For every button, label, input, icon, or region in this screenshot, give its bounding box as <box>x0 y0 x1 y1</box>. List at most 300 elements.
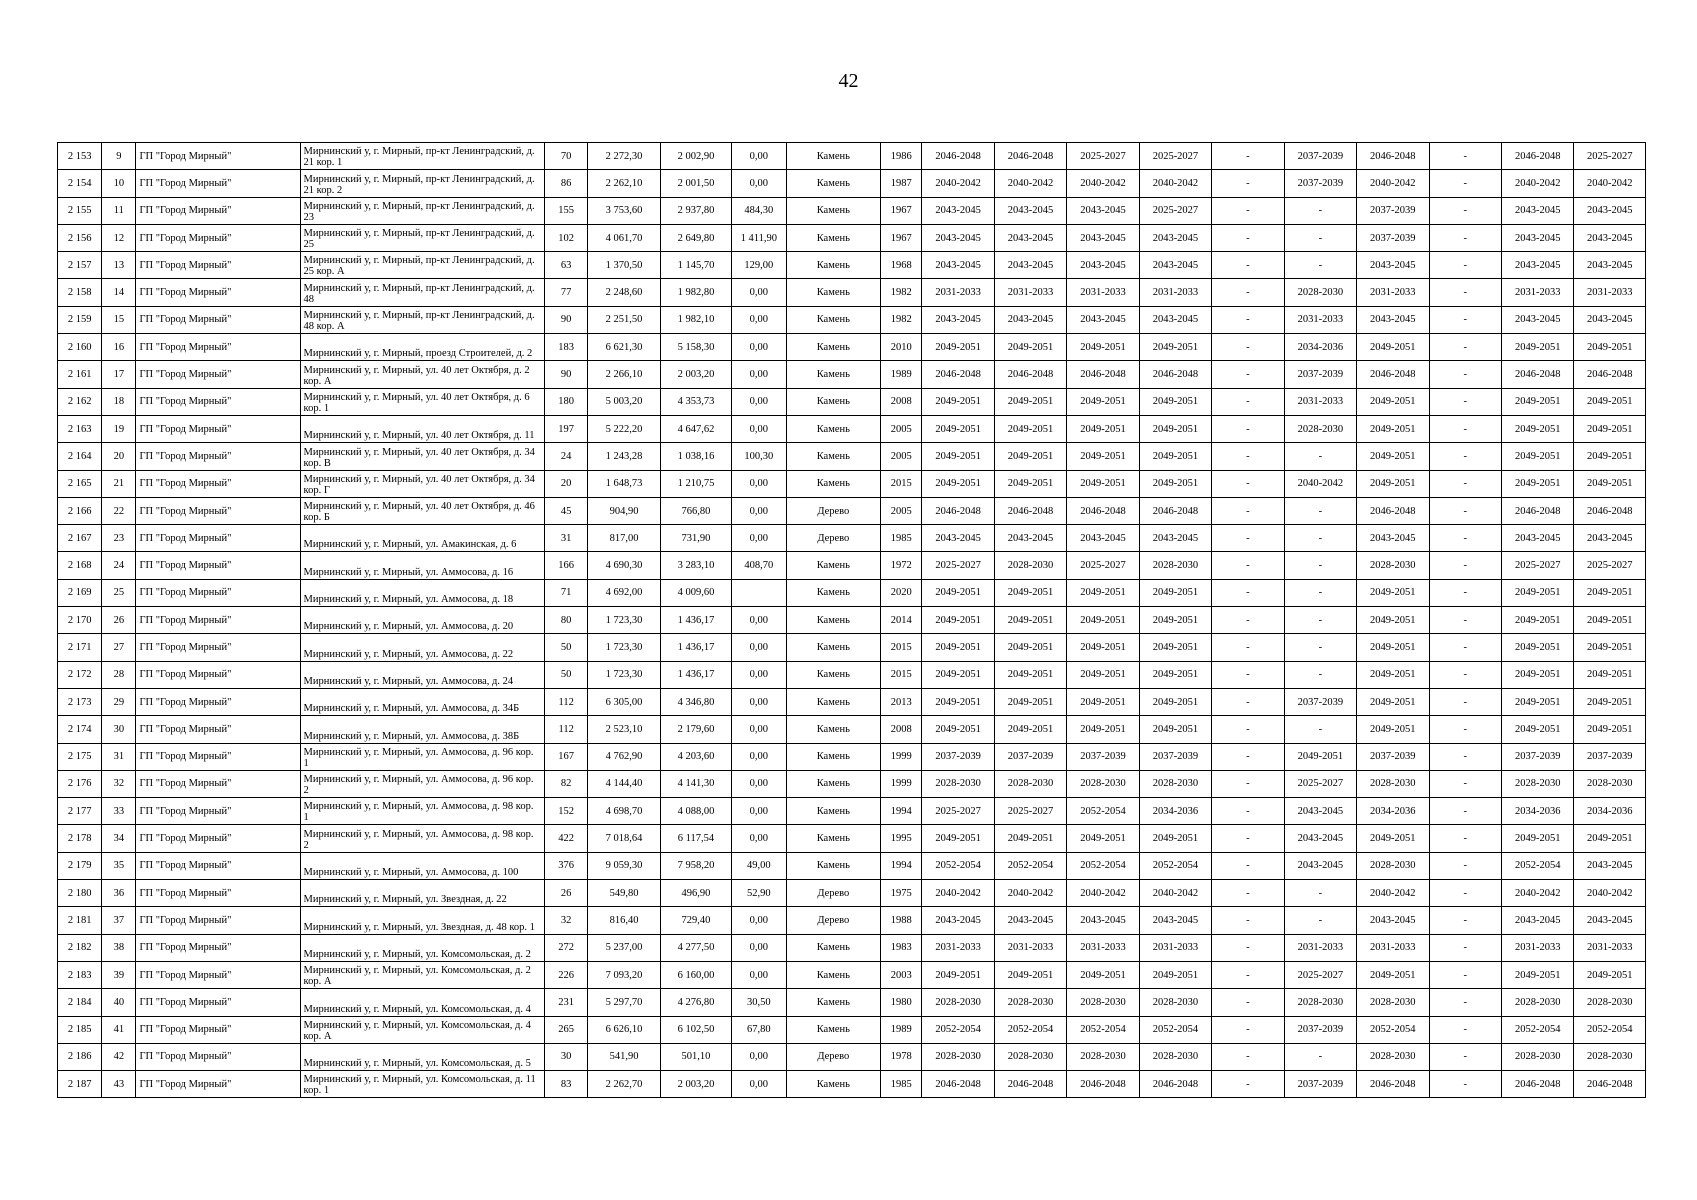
table-row <box>58 552 1646 579</box>
wall-material-cell: Камень <box>786 770 881 797</box>
table-row <box>58 497 1646 524</box>
period-cell-8: - <box>1429 415 1501 442</box>
row-number-cell: 2 186 <box>58 1043 102 1070</box>
period-cell-2: 2049-2051 <box>994 415 1066 442</box>
period-cell-9: 2049-2051 <box>1501 688 1573 715</box>
owner-cell: ГП "Город Мирный" <box>136 688 300 715</box>
year-built-cell: 1968 <box>881 252 922 279</box>
period-cell-5: - <box>1212 143 1284 170</box>
living-area-cell: 7 958,20 <box>660 852 731 879</box>
period-cell-4: 2049-2051 <box>1139 470 1211 497</box>
wall-material-cell: Камень <box>786 306 881 333</box>
residents-cell: 26 <box>545 880 588 907</box>
period-cell-6: - <box>1284 880 1356 907</box>
residents-cell: 71 <box>545 579 588 606</box>
address-cell: Мирнинский у, г. Мирный, пр-кт Ленинградский, д. 25 <box>300 224 545 251</box>
row-number-cell: 2 179 <box>58 852 102 879</box>
period-cell-4: 2046-2048 <box>1139 1071 1211 1098</box>
period-cell-7: 2049-2051 <box>1357 470 1429 497</box>
residents-cell: 31 <box>545 525 588 552</box>
owner-cell: ГП "Город Мирный" <box>136 934 300 961</box>
total-area-cell: 4 692,00 <box>588 579 660 606</box>
residents-cell: 231 <box>545 989 588 1016</box>
period-cell-1: 2043-2045 <box>922 252 994 279</box>
wall-material-cell: Камень <box>786 415 881 442</box>
period-cell-5: - <box>1212 1043 1284 1070</box>
period-cell-6: 2028-2030 <box>1284 989 1356 1016</box>
period-cell-4: 2049-2051 <box>1139 825 1211 852</box>
wall-material-cell: Камень <box>786 279 881 306</box>
table-row <box>58 798 1646 825</box>
period-cell-3: 2025-2027 <box>1067 552 1139 579</box>
address-cell: Мирнинский у, г. Мирный, ул. Аммосова, д. 20 <box>300 607 545 634</box>
table-row <box>58 252 1646 279</box>
address-cell: Мирнинский у, г. Мирный, ул. Аммосова, д. 98 кор. 2 <box>300 825 545 852</box>
table-body <box>58 143 1646 1098</box>
sub-number-cell: 17 <box>102 361 136 388</box>
sub-number-cell: 43 <box>102 1071 136 1098</box>
address-cell: Мирнинский у, г. Мирный, ул. Комсомольская, д. 11 кор. 1 <box>300 1071 545 1098</box>
period-cell-5: - <box>1212 989 1284 1016</box>
period-cell-7: 2049-2051 <box>1357 415 1429 442</box>
row-number-cell: 2 155 <box>58 197 102 224</box>
period-cell-1: 2040-2042 <box>922 170 994 197</box>
total-area-cell: 904,90 <box>588 497 660 524</box>
row-number-cell: 2 185 <box>58 1016 102 1043</box>
wall-material-cell: Камень <box>786 852 881 879</box>
period-cell-10: 2049-2051 <box>1574 716 1646 743</box>
address-cell: Мирнинский у, г. Мирный, ул. 40 лет Октября, д. 11 <box>300 415 545 442</box>
period-cell-7: 2049-2051 <box>1357 825 1429 852</box>
living-area-cell: 6 102,50 <box>660 1016 731 1043</box>
nonresidential-area-cell: 0,00 <box>732 688 786 715</box>
row-number-cell: 2 159 <box>58 306 102 333</box>
owner-cell: ГП "Город Мирный" <box>136 497 300 524</box>
period-cell-4: 2031-2033 <box>1139 934 1211 961</box>
period-cell-5: - <box>1212 224 1284 251</box>
period-cell-4: 2028-2030 <box>1139 770 1211 797</box>
period-cell-1: 2049-2051 <box>922 661 994 688</box>
wall-material-cell: Камень <box>786 798 881 825</box>
sub-number-cell: 22 <box>102 497 136 524</box>
period-cell-2: 2052-2054 <box>994 1016 1066 1043</box>
period-cell-7: 2031-2033 <box>1357 279 1429 306</box>
table-row <box>58 907 1646 934</box>
nonresidential-area-cell: 0,00 <box>732 825 786 852</box>
residents-cell: 272 <box>545 934 588 961</box>
page-number: 42 <box>838 70 859 92</box>
table-row <box>58 743 1646 770</box>
period-cell-9: 2031-2033 <box>1501 934 1573 961</box>
sub-number-cell: 26 <box>102 607 136 634</box>
owner-cell: ГП "Город Мирный" <box>136 989 300 1016</box>
period-cell-3: 2043-2045 <box>1067 252 1139 279</box>
period-cell-3: 2043-2045 <box>1067 197 1139 224</box>
residents-cell: 20 <box>545 470 588 497</box>
living-area-cell: 1 038,16 <box>660 443 731 470</box>
address-cell: Мирнинский у, г. Мирный, ул. Аммосова, д. 16 <box>300 552 545 579</box>
period-cell-10: 2028-2030 <box>1574 989 1646 1016</box>
period-cell-2: 2031-2033 <box>994 279 1066 306</box>
period-cell-5: - <box>1212 661 1284 688</box>
period-cell-8: - <box>1429 443 1501 470</box>
period-cell-5: - <box>1212 961 1284 988</box>
period-cell-2: 2043-2045 <box>994 306 1066 333</box>
period-cell-7: 2046-2048 <box>1357 361 1429 388</box>
living-area-cell: 2 179,60 <box>660 716 731 743</box>
period-cell-5: - <box>1212 306 1284 333</box>
table-row <box>58 361 1646 388</box>
period-cell-5: - <box>1212 415 1284 442</box>
sub-number-cell: 23 <box>102 525 136 552</box>
owner-cell: ГП "Город Мирный" <box>136 716 300 743</box>
period-cell-9: 2025-2027 <box>1501 552 1573 579</box>
residents-cell: 152 <box>545 798 588 825</box>
period-cell-1: 2052-2054 <box>922 1016 994 1043</box>
period-cell-1: 2052-2054 <box>922 852 994 879</box>
period-cell-7: 2049-2051 <box>1357 388 1429 415</box>
owner-cell: ГП "Город Мирный" <box>136 470 300 497</box>
period-cell-9: 2052-2054 <box>1501 1016 1573 1043</box>
period-cell-3: 2049-2051 <box>1067 961 1139 988</box>
wall-material-cell: Камень <box>786 552 881 579</box>
sub-number-cell: 19 <box>102 415 136 442</box>
period-cell-8: - <box>1429 634 1501 661</box>
period-cell-1: 2049-2051 <box>922 579 994 606</box>
table-row <box>58 825 1646 852</box>
year-built-cell: 1983 <box>881 934 922 961</box>
total-area-cell: 4 144,40 <box>588 770 660 797</box>
nonresidential-area-cell: 0,00 <box>732 716 786 743</box>
year-built-cell: 2013 <box>881 688 922 715</box>
year-built-cell: 2015 <box>881 634 922 661</box>
owner-cell: ГП "Город Мирный" <box>136 361 300 388</box>
row-number-cell: 2 182 <box>58 934 102 961</box>
period-cell-10: 2028-2030 <box>1574 770 1646 797</box>
residents-cell: 30 <box>545 1043 588 1070</box>
address-cell: Мирнинский у, г. Мирный, ул. Комсомольская, д. 4 кор. А <box>300 1016 545 1043</box>
period-cell-4: 2034-2036 <box>1139 798 1211 825</box>
period-cell-8: - <box>1429 989 1501 1016</box>
table-row <box>58 634 1646 661</box>
living-area-cell: 4 276,80 <box>660 989 731 1016</box>
wall-material-cell: Камень <box>786 197 881 224</box>
address-cell: Мирнинский у, г. Мирный, ул. Аммосова, д. 34Б <box>300 688 545 715</box>
living-area-cell: 2 003,20 <box>660 361 731 388</box>
total-area-cell: 816,40 <box>588 907 660 934</box>
period-cell-8: - <box>1429 661 1501 688</box>
period-cell-5: - <box>1212 1071 1284 1098</box>
period-cell-5: - <box>1212 579 1284 606</box>
period-cell-7: 2052-2054 <box>1357 1016 1429 1043</box>
year-built-cell: 1994 <box>881 852 922 879</box>
period-cell-3: 2049-2051 <box>1067 579 1139 606</box>
total-area-cell: 1 243,28 <box>588 443 660 470</box>
sub-number-cell: 33 <box>102 798 136 825</box>
period-cell-1: 2028-2030 <box>922 1043 994 1070</box>
nonresidential-area-cell: 49,00 <box>732 852 786 879</box>
living-area-cell: 5 158,30 <box>660 334 731 361</box>
period-cell-10: 2049-2051 <box>1574 579 1646 606</box>
table-row <box>58 388 1646 415</box>
residents-cell: 77 <box>545 279 588 306</box>
wall-material-cell: Дерево <box>786 1043 881 1070</box>
period-cell-1: 2031-2033 <box>922 279 994 306</box>
period-cell-3: 2025-2027 <box>1067 143 1139 170</box>
period-cell-4: 2031-2033 <box>1139 279 1211 306</box>
period-cell-10: 2040-2042 <box>1574 170 1646 197</box>
period-cell-10: 2043-2045 <box>1574 306 1646 333</box>
period-cell-9: 2028-2030 <box>1501 989 1573 1016</box>
table-row <box>58 224 1646 251</box>
nonresidential-area-cell: 0,00 <box>732 497 786 524</box>
wall-material-cell: Камень <box>786 579 881 606</box>
period-cell-5: - <box>1212 252 1284 279</box>
period-cell-4: 2049-2051 <box>1139 388 1211 415</box>
period-cell-2: 2046-2048 <box>994 143 1066 170</box>
period-cell-2: 2031-2033 <box>994 934 1066 961</box>
period-cell-6: 2040-2042 <box>1284 470 1356 497</box>
period-cell-9: 2043-2045 <box>1501 525 1573 552</box>
period-cell-10: 2052-2054 <box>1574 1016 1646 1043</box>
period-cell-4: 2049-2051 <box>1139 688 1211 715</box>
period-cell-6: 2043-2045 <box>1284 825 1356 852</box>
period-cell-1: 2028-2030 <box>922 770 994 797</box>
period-cell-3: 2049-2051 <box>1067 443 1139 470</box>
period-cell-9: 2049-2051 <box>1501 607 1573 634</box>
period-cell-10: 2043-2045 <box>1574 252 1646 279</box>
year-built-cell: 1980 <box>881 989 922 1016</box>
period-cell-10: 2049-2051 <box>1574 961 1646 988</box>
owner-cell: ГП "Город Мирный" <box>136 170 300 197</box>
owner-cell: ГП "Город Мирный" <box>136 306 300 333</box>
row-number-cell: 2 180 <box>58 880 102 907</box>
living-area-cell: 2 001,50 <box>660 170 731 197</box>
period-cell-9: 2049-2051 <box>1501 334 1573 361</box>
table-row <box>58 143 1646 170</box>
period-cell-7: 2043-2045 <box>1357 907 1429 934</box>
owner-cell: ГП "Город Мирный" <box>136 1071 300 1098</box>
total-area-cell: 7 018,64 <box>588 825 660 852</box>
period-cell-1: 2043-2045 <box>922 525 994 552</box>
total-area-cell: 5 237,00 <box>588 934 660 961</box>
residents-cell: 422 <box>545 825 588 852</box>
owner-cell: ГП "Город Мирный" <box>136 798 300 825</box>
period-cell-1: 2046-2048 <box>922 1071 994 1098</box>
sub-number-cell: 12 <box>102 224 136 251</box>
period-cell-4: 2049-2051 <box>1139 961 1211 988</box>
year-built-cell: 2005 <box>881 415 922 442</box>
period-cell-2: 2043-2045 <box>994 252 1066 279</box>
period-cell-5: - <box>1212 197 1284 224</box>
table-row <box>58 852 1646 879</box>
nonresidential-area-cell: 0,00 <box>732 743 786 770</box>
total-area-cell: 9 059,30 <box>588 852 660 879</box>
period-cell-3: 2049-2051 <box>1067 825 1139 852</box>
table-row <box>58 306 1646 333</box>
period-cell-2: 2049-2051 <box>994 579 1066 606</box>
total-area-cell: 541,90 <box>588 1043 660 1070</box>
nonresidential-area-cell: 0,00 <box>732 388 786 415</box>
year-built-cell: 1975 <box>881 880 922 907</box>
period-cell-2: 2049-2051 <box>994 443 1066 470</box>
living-area-cell: 731,90 <box>660 525 731 552</box>
period-cell-4: 2025-2027 <box>1139 197 1211 224</box>
period-cell-5: - <box>1212 552 1284 579</box>
period-cell-7: 2037-2039 <box>1357 224 1429 251</box>
period-cell-7: 2046-2048 <box>1357 1071 1429 1098</box>
period-cell-8: - <box>1429 224 1501 251</box>
sub-number-cell: 29 <box>102 688 136 715</box>
table-row <box>58 770 1646 797</box>
residents-cell: 265 <box>545 1016 588 1043</box>
total-area-cell: 5 222,20 <box>588 415 660 442</box>
period-cell-2: 2049-2051 <box>994 661 1066 688</box>
wall-material-cell: Камень <box>786 388 881 415</box>
row-number-cell: 2 158 <box>58 279 102 306</box>
wall-material-cell: Дерево <box>786 907 881 934</box>
period-cell-6: - <box>1284 552 1356 579</box>
nonresidential-area-cell: 0,00 <box>732 607 786 634</box>
nonresidential-area-cell: 0,00 <box>732 525 786 552</box>
sub-number-cell: 30 <box>102 716 136 743</box>
nonresidential-area-cell: 100,30 <box>732 443 786 470</box>
residents-cell: 183 <box>545 334 588 361</box>
living-area-cell: 1 145,70 <box>660 252 731 279</box>
period-cell-2: 2049-2051 <box>994 607 1066 634</box>
period-cell-7: 2043-2045 <box>1357 525 1429 552</box>
period-cell-1: 2025-2027 <box>922 798 994 825</box>
wall-material-cell: Камень <box>786 743 881 770</box>
owner-cell: ГП "Город Мирный" <box>136 961 300 988</box>
period-cell-1: 2037-2039 <box>922 743 994 770</box>
period-cell-6: 2043-2045 <box>1284 852 1356 879</box>
period-cell-4: 2049-2051 <box>1139 607 1211 634</box>
sub-number-cell: 42 <box>102 1043 136 1070</box>
period-cell-6: - <box>1284 497 1356 524</box>
period-cell-4: 2049-2051 <box>1139 443 1211 470</box>
period-cell-9: 2043-2045 <box>1501 252 1573 279</box>
address-cell: Мирнинский у, г. Мирный, пр-кт Ленинградский, д. 21 кор. 1 <box>300 143 545 170</box>
period-cell-9: 2034-2036 <box>1501 798 1573 825</box>
row-number-cell: 2 173 <box>58 688 102 715</box>
period-cell-6: 2037-2039 <box>1284 143 1356 170</box>
period-cell-9: 2049-2051 <box>1501 661 1573 688</box>
period-cell-6: - <box>1284 224 1356 251</box>
total-area-cell: 5 297,70 <box>588 989 660 1016</box>
total-area-cell: 549,80 <box>588 880 660 907</box>
owner-cell: ГП "Город Мирный" <box>136 607 300 634</box>
nonresidential-area-cell: 129,00 <box>732 252 786 279</box>
row-number-cell: 2 164 <box>58 443 102 470</box>
sub-number-cell: 34 <box>102 825 136 852</box>
total-area-cell: 3 753,60 <box>588 197 660 224</box>
wall-material-cell: Камень <box>786 1071 881 1098</box>
residents-cell: 83 <box>545 1071 588 1098</box>
period-cell-3: 2052-2054 <box>1067 798 1139 825</box>
wall-material-cell: Камень <box>786 989 881 1016</box>
period-cell-2: 2043-2045 <box>994 525 1066 552</box>
period-cell-8: - <box>1429 688 1501 715</box>
period-cell-5: - <box>1212 170 1284 197</box>
row-number-cell: 2 184 <box>58 989 102 1016</box>
period-cell-3: 2049-2051 <box>1067 388 1139 415</box>
period-cell-7: 2049-2051 <box>1357 634 1429 661</box>
period-cell-9: 2046-2048 <box>1501 1071 1573 1098</box>
living-area-cell: 1 436,17 <box>660 634 731 661</box>
row-number-cell: 2 153 <box>58 143 102 170</box>
living-area-cell: 4 141,30 <box>660 770 731 797</box>
living-area-cell: 6 160,00 <box>660 961 731 988</box>
period-cell-5: - <box>1212 825 1284 852</box>
period-cell-1: 2046-2048 <box>922 143 994 170</box>
sub-number-cell: 27 <box>102 634 136 661</box>
year-built-cell: 1985 <box>881 525 922 552</box>
period-cell-5: - <box>1212 852 1284 879</box>
address-cell: Мирнинский у, г. Мирный, ул. 40 лет Октября, д. 34 кор. Г <box>300 470 545 497</box>
period-cell-9: 2028-2030 <box>1501 770 1573 797</box>
period-cell-10: 2049-2051 <box>1574 634 1646 661</box>
period-cell-9: 2043-2045 <box>1501 306 1573 333</box>
year-built-cell: 1987 <box>881 170 922 197</box>
wall-material-cell: Камень <box>786 224 881 251</box>
owner-cell: ГП "Город Мирный" <box>136 579 300 606</box>
period-cell-1: 2049-2051 <box>922 415 994 442</box>
period-cell-5: - <box>1212 361 1284 388</box>
total-area-cell: 1 370,50 <box>588 252 660 279</box>
period-cell-6: 2028-2030 <box>1284 279 1356 306</box>
address-cell: Мирнинский у, г. Мирный, ул. Аммосова, д. 38Б <box>300 716 545 743</box>
sub-number-cell: 36 <box>102 880 136 907</box>
wall-material-cell: Камень <box>786 252 881 279</box>
table-row <box>58 470 1646 497</box>
period-cell-10: 2043-2045 <box>1574 224 1646 251</box>
period-cell-5: - <box>1212 770 1284 797</box>
period-cell-5: - <box>1212 634 1284 661</box>
period-cell-8: - <box>1429 525 1501 552</box>
period-cell-4: 2043-2045 <box>1139 525 1211 552</box>
address-cell: Мирнинский у, г. Мирный, пр-кт Ленинградский, д. 21 кор. 2 <box>300 170 545 197</box>
period-cell-6: 2037-2039 <box>1284 1016 1356 1043</box>
sub-number-cell: 18 <box>102 388 136 415</box>
sub-number-cell: 11 <box>102 197 136 224</box>
period-cell-8: - <box>1429 961 1501 988</box>
nonresidential-area-cell <box>732 579 786 606</box>
living-area-cell: 2 002,90 <box>660 143 731 170</box>
period-cell-7: 2049-2051 <box>1357 443 1429 470</box>
period-cell-3: 2052-2054 <box>1067 1016 1139 1043</box>
period-cell-4: 2043-2045 <box>1139 224 1211 251</box>
address-cell: Мирнинский у, г. Мирный, ул. Комсомольская, д. 4 <box>300 989 545 1016</box>
year-built-cell: 1982 <box>881 306 922 333</box>
sub-number-cell: 24 <box>102 552 136 579</box>
year-built-cell: 1995 <box>881 825 922 852</box>
period-cell-5: - <box>1212 907 1284 934</box>
period-cell-10: 2025-2027 <box>1574 552 1646 579</box>
period-cell-7: 2049-2051 <box>1357 961 1429 988</box>
sub-number-cell: 37 <box>102 907 136 934</box>
period-cell-6: - <box>1284 634 1356 661</box>
period-cell-1: 2049-2051 <box>922 716 994 743</box>
period-cell-9: 2031-2033 <box>1501 279 1573 306</box>
living-area-cell: 496,90 <box>660 880 731 907</box>
period-cell-6: 2025-2027 <box>1284 961 1356 988</box>
period-cell-3: 2049-2051 <box>1067 415 1139 442</box>
period-cell-5: - <box>1212 334 1284 361</box>
period-cell-7: 2043-2045 <box>1357 306 1429 333</box>
period-cell-8: - <box>1429 361 1501 388</box>
residents-cell: 112 <box>545 688 588 715</box>
